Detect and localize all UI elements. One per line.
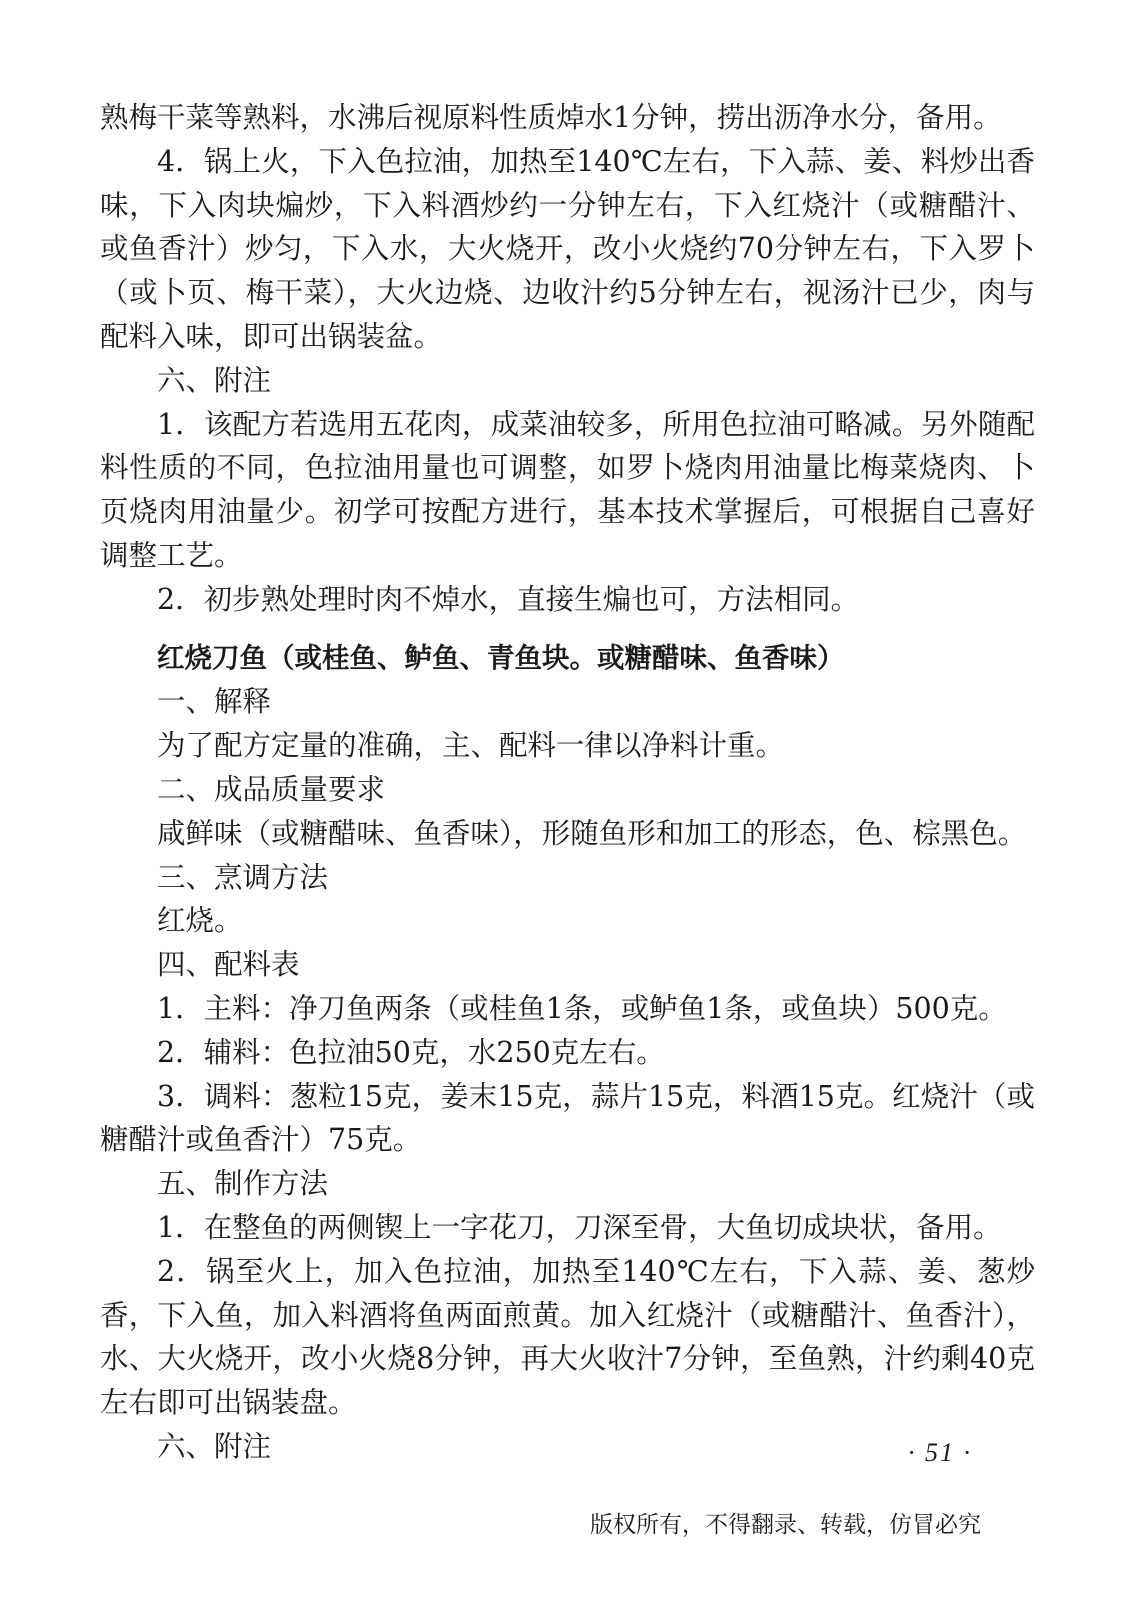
page-number: · 51 · <box>908 1438 972 1467</box>
section-heading-method: 三、烹调方法 <box>157 860 329 894</box>
quality-text: 咸鲜味（或糖醋味、鱼香味），形随鱼形和加工的形态，色、棕黑色。 <box>157 816 1027 850</box>
note-1: 1．该配方若选用五花肉，成菜油较多，所用色拉油可略减。另外随配料性质的不同，色拉油用量也可调整，如罗卜烧肉用油量比梅菜烧肉、卜页烧肉用油量少。初学可按配方进行，基本技术掌握后，可根据自己喜好调整工艺。 <box>100 407 1035 572</box>
preparation-step-1: 1．在整鱼的两侧锲上一字花刀，刀深至骨，大鱼切成块状，备用。 <box>157 1210 1002 1244</box>
paragraph-1: 熟梅干菜等熟料，水沸后视原料性质焯水1分钟，捞出沥净水分，备用。 <box>100 101 1002 134</box>
ingredient-auxiliary: 2．辅料：色拉油50克，水250克左右。 <box>157 1035 665 1069</box>
section-heading-explanation: 一、解释 <box>157 685 272 719</box>
explanation-text: 为了配方定量的准确，主、配料一律以净料计重。 <box>157 729 785 763</box>
ingredient-seasoning: 3．调料：葱粒15克，姜末15克，蒜片15克，料酒15克。红烧汁（或糖醋汁或鱼香汁）75克。 <box>100 1079 1035 1157</box>
note-2: 2．初步熟处理时肉不焯水，直接生煸也可，方法相同。 <box>157 582 860 616</box>
paragraph-2: 4．锅上火，下入色拉油，加热至140℃左右，下入蒜、姜、料炒出香味，下入肉块煸炒，下入料酒炒约一分钟左右，下入红烧汁（或糖醋汁、或鱼香汁）炒匀，下入水，大火烧开，改小火烧约70分钟左右，下入罗卜（或卜页、梅干菜），大火边烧、边收汁约5分钟左右，视汤汁已少，肉与配料入味，即可出锅装盆。 <box>100 144 1035 353</box>
recipe-title: 红烧刀鱼（或桂鱼、鲈鱼、青鱼块。或糖醋味、鱼香味） <box>157 641 845 674</box>
section-heading-notes-2: 六、附注 <box>157 1429 272 1463</box>
body-text <box>100 96 1035 1469</box>
copyright-footer: 版权所有，不得翻录、转载，仿冒必究 <box>590 1512 981 1538</box>
method-text: 红烧。 <box>157 904 243 938</box>
recipe-title-container <box>100 636 1035 681</box>
section-heading-quality: 二、成品质量要求 <box>157 772 386 806</box>
section-heading-preparation: 五、制作方法 <box>157 1167 329 1201</box>
section-heading-ingredients: 四、配料表 <box>157 948 300 982</box>
section-heading-notes: 六、附注 <box>157 363 272 397</box>
preparation-step-2: 2．锅至火上，加入色拉油，加热至140℃左右，下入蒜、姜、葱炒香，下入鱼，加入料酒将鱼两面煎黄。加入红烧汁（或糖醋汁、鱼香汁），水、大火烧开，改小火烧8分钟，再大火收汁7分钟，至鱼熟，汁约剩40克左右即可出锅装盘。 <box>100 1254 1035 1420</box>
ingredient-main: 1．主料：净刀鱼两条（或桂鱼1条，或鲈鱼1条，或鱼块）500克。 <box>157 991 1007 1025</box>
